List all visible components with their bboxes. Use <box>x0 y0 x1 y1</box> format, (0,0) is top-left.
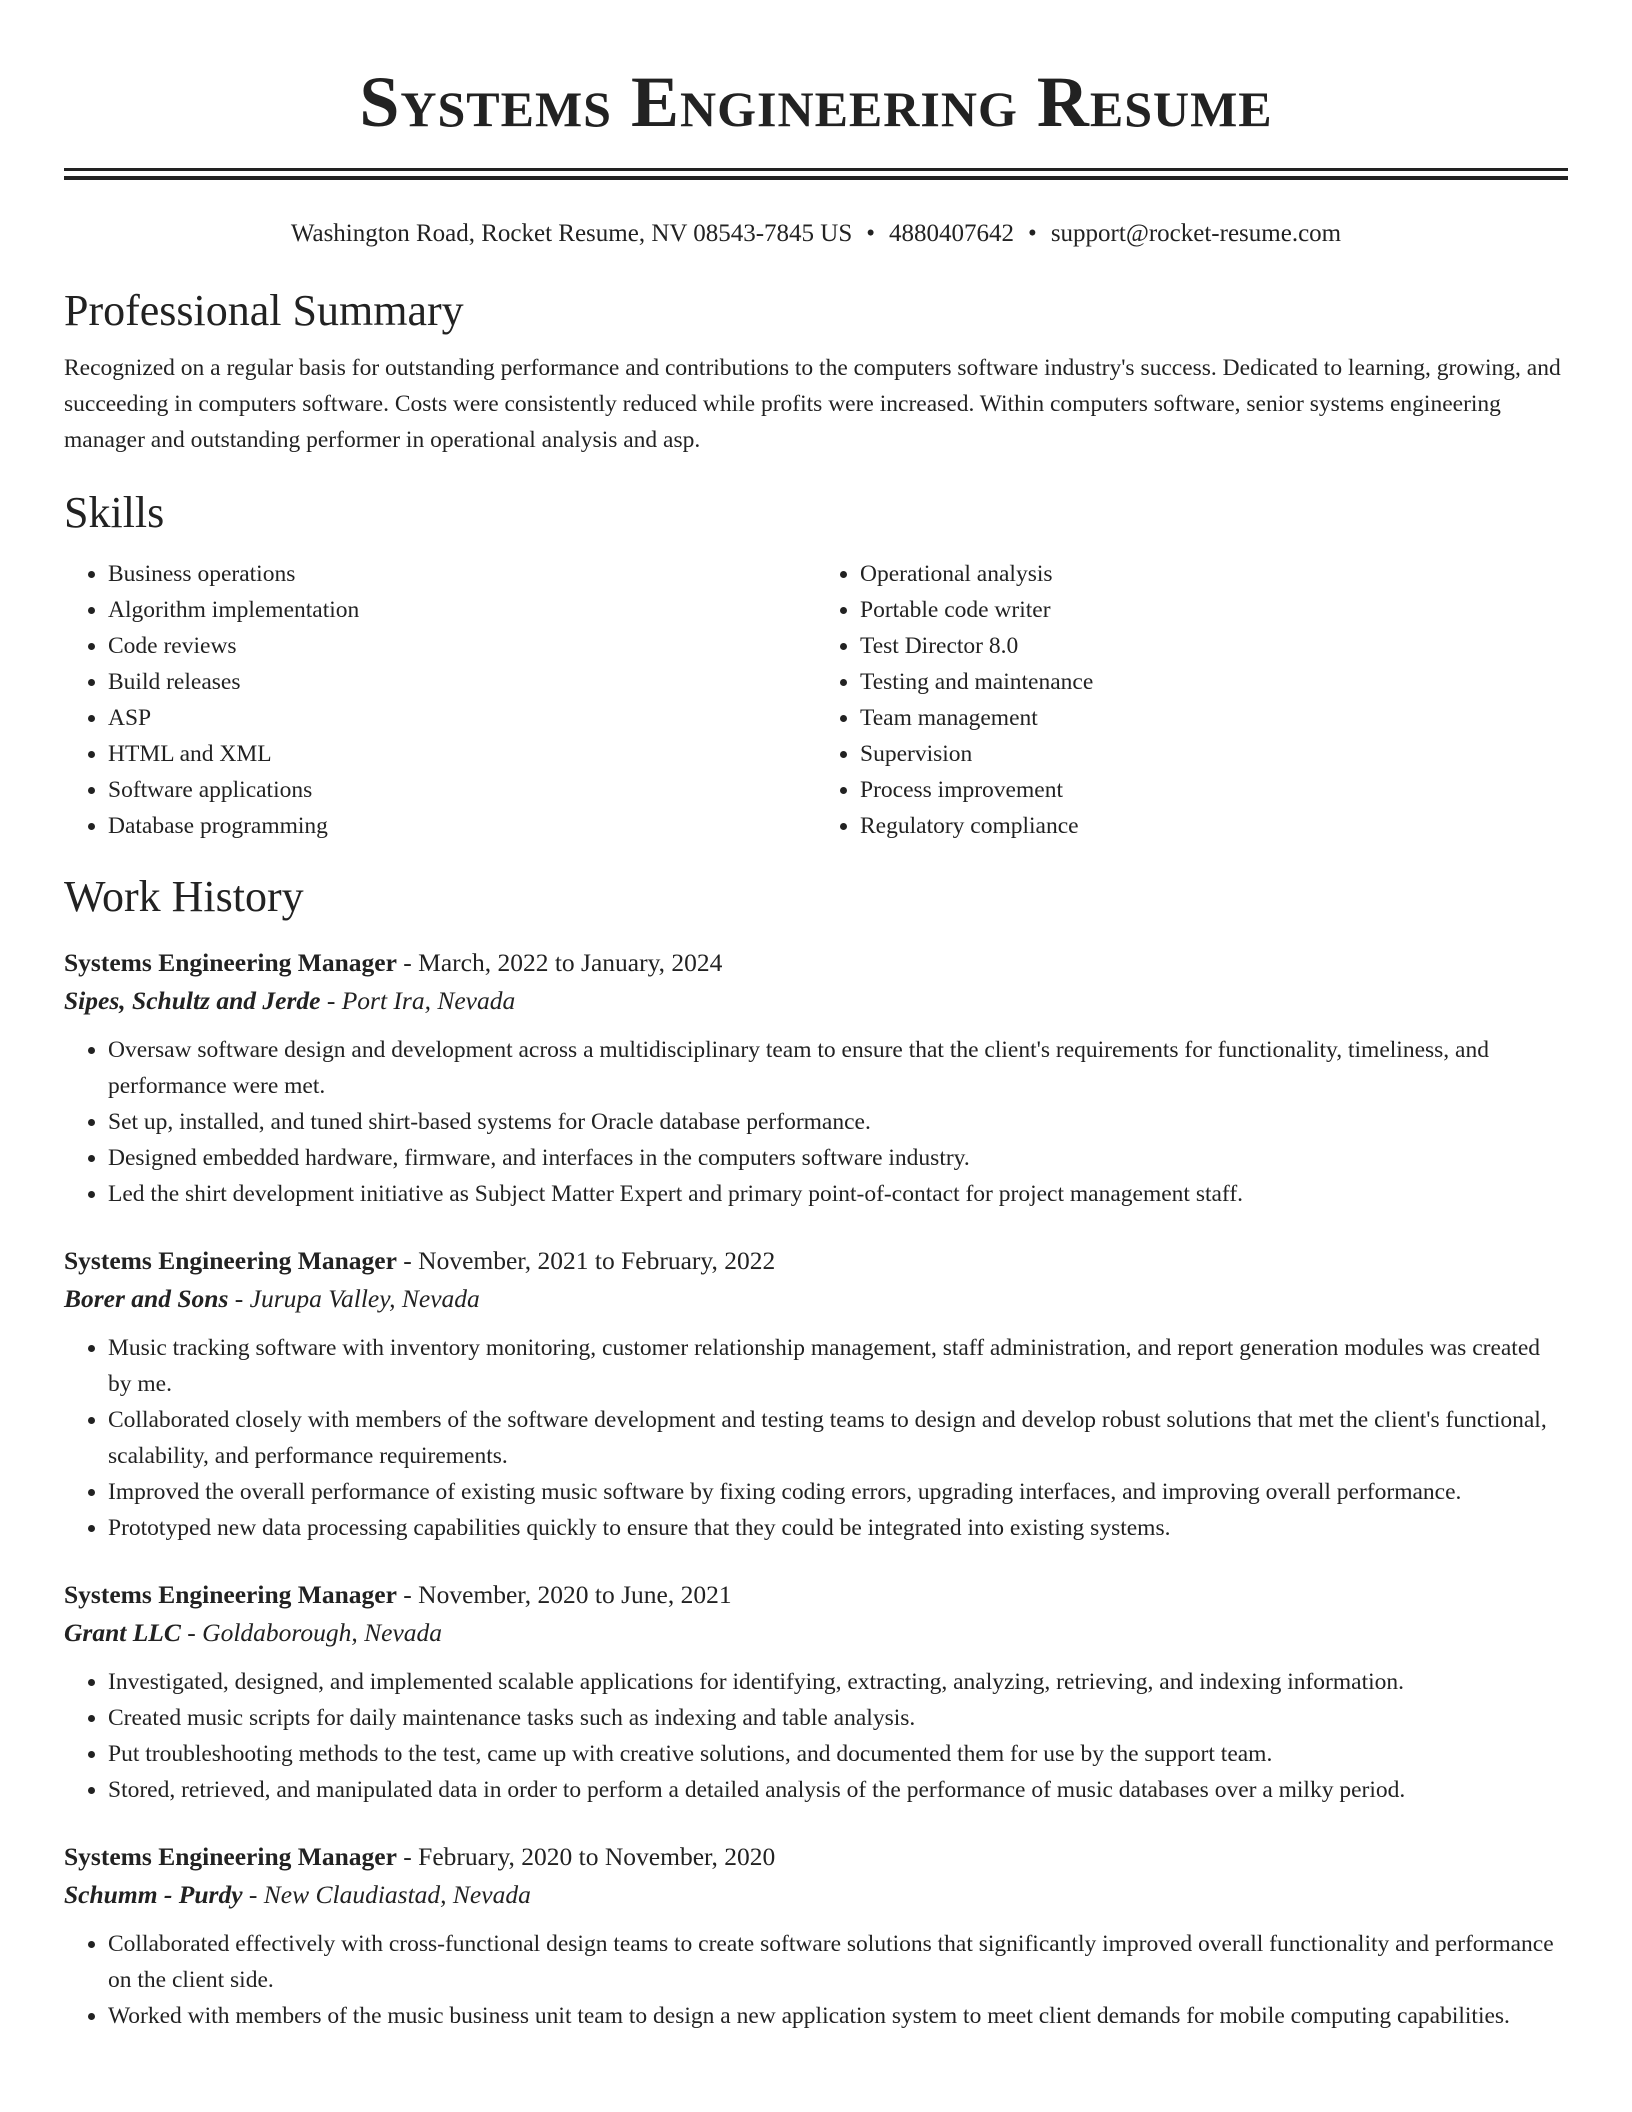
job-title-line <box>64 1576 1568 1614</box>
skill-item: • Team management <box>860 700 1568 736</box>
job-dates: - February, 2020 to November, 2020 <box>396 1842 776 1871</box>
job-company-line <box>64 1280 1568 1318</box>
job-company: Grant LLC <box>64 1618 181 1647</box>
job-bullet-list <box>64 1664 1568 1808</box>
job-entry <box>64 944 1568 1212</box>
job-title-line <box>64 1838 1568 1876</box>
job-bullet: • Improved the overall performance of existing music software by fixing coding errors, upgrading interfaces, and improving overall performance. <box>108 1474 1568 1510</box>
skill-item: • HTML and XML <box>108 736 816 772</box>
job-bullet: • Prototyped new data processing capabilities quickly to ensure that they could be integrated into existing systems. <box>108 1510 1568 1546</box>
job-dates: - March, 2022 to January, 2024 <box>396 948 723 977</box>
job-bullet: • Created music scripts for daily maintenance tasks such as indexing and table analysis. <box>108 1700 1568 1736</box>
job-company-line <box>64 1876 1568 1914</box>
job-bullet: • Oversaw software design and development across a multidisciplinary team to ensure that the client's requirements for functionality, timeliness, and performance were met. <box>108 1032 1568 1104</box>
job-title: Systems Engineering Manager <box>64 948 397 977</box>
job-bullet: • Collaborated closely with members of the software development and testing teams to design and develop robust solutions that met the client's functional, scalability, and performance requirements. <box>108 1402 1568 1474</box>
job-bullet: • Worked with members of the music business unit team to design a new application system to meet client demands for mobile computing capabilities. <box>108 1998 1568 2034</box>
job-company-line <box>64 1614 1568 1652</box>
skill-item: • Test Director 8.0 <box>860 628 1568 664</box>
contact-address: Washington Road, Rocket Resume, NV 08543-7845 US <box>290 220 853 247</box>
job-bullet: • Designed embedded hardware, firmware, and interfaces in the computers software industry. <box>108 1140 1568 1176</box>
skill-item: • Build releases <box>108 664 816 700</box>
summary-text: Recognized on a regular basis for outstanding performance and contributions to the computers software industry's success. Dedicated to learning, growing, and succeeding in computers software. Costs were consistently reduced while profits were increased. Within computers software, senior systems engineering manager and outstanding performer in operational analysis and asp. <box>64 355 1561 453</box>
job-location: - New Claudiastad, Nevada <box>242 1880 531 1909</box>
job-title: Systems Engineering Manager <box>64 1246 397 1275</box>
job-bullet: • Led the shirt development initiative as Subject Matter Expert and primary point-of-contact for project management staff. <box>108 1176 1568 1212</box>
job-title-line <box>64 1242 1568 1280</box>
skill-item: • Database programming <box>108 808 816 844</box>
skill-item: • Code reviews <box>108 628 816 664</box>
skill-item: • Portable code writer <box>860 592 1568 628</box>
job-dates: - November, 2021 to February, 2022 <box>396 1246 776 1275</box>
job-bullet: • Stored, retrieved, and manipulated data in order to perform a detailed analysis of the performance of music databases over a milky period. <box>108 1772 1568 1808</box>
resume-title: Systems Engineering Resume <box>359 62 1273 142</box>
job-title: Systems Engineering Manager <box>64 1842 397 1871</box>
job-title: Systems Engineering Manager <box>64 1580 397 1609</box>
job-entry <box>64 1838 1568 2034</box>
contact-separator: • <box>1028 220 1037 247</box>
skill-item: • Supervision <box>860 736 1568 772</box>
job-bullet: • Set up, installed, and tuned shirt-based systems for Oracle database performance. <box>108 1104 1568 1140</box>
skill-item: • Operational analysis <box>860 556 1568 592</box>
job-bullet-list <box>64 1032 1568 1212</box>
job-entry <box>64 1242 1568 1546</box>
job-company: Sipes, Schultz and Jerde <box>64 986 321 1015</box>
job-bullet: • Collaborated effectively with cross-functional design teams to create software solutions that significantly improved overall functionality and performance on the client side. <box>108 1926 1568 1998</box>
job-location: - Jurupa Valley, Nevada <box>228 1284 480 1313</box>
contact-line <box>64 216 1568 252</box>
skills-heading: Skills <box>64 488 165 537</box>
skill-item: • Process improvement <box>860 772 1568 808</box>
skill-item: • Software applications <box>108 772 816 808</box>
skills-list-right <box>816 556 1568 844</box>
job-dates: - November, 2020 to June, 2021 <box>396 1580 732 1609</box>
job-company-line <box>64 982 1568 1020</box>
job-entry <box>64 1576 1568 1808</box>
job-title-line <box>64 944 1568 982</box>
title-divider <box>64 168 1568 180</box>
job-location: - Port Ira, Nevada <box>320 986 516 1015</box>
job-company: Borer and Sons <box>64 1284 229 1313</box>
skill-item: • Regulatory compliance <box>860 808 1568 844</box>
skill-item: • Business operations <box>108 556 816 592</box>
job-bullet: • Put troubleshooting methods to the test, came up with creative solutions, and documented them for use by the support team. <box>108 1736 1568 1772</box>
summary-heading: Professional Summary <box>64 286 464 335</box>
job-bullet: • Music tracking software with inventory monitoring, customer relationship management, staff administration, and report generation modules was created by me. <box>108 1330 1568 1402</box>
skill-item: • Testing and maintenance <box>860 664 1568 700</box>
contact-separator: • <box>866 220 876 247</box>
job-bullet-list <box>64 1926 1568 2034</box>
contact-phone: 4880407642 <box>889 220 1015 247</box>
skill-item: • Algorithm implementation <box>108 592 816 628</box>
skill-item: • ASP <box>108 700 816 736</box>
job-company: Schumm - Purdy <box>64 1880 243 1909</box>
skills-list-left <box>64 556 816 844</box>
contact-email: support@rocket-resume.com <box>1050 220 1342 247</box>
job-bullet: • Investigated, designed, and implemented scalable applications for identifying, extracting, analyzing, retrieving, and indexing information. <box>108 1664 1568 1700</box>
work-history-heading: Work History <box>64 872 304 921</box>
job-location: - Goldaborough, Nevada <box>180 1618 443 1647</box>
skills-grid <box>64 556 1568 844</box>
job-bullet-list <box>64 1330 1568 1546</box>
